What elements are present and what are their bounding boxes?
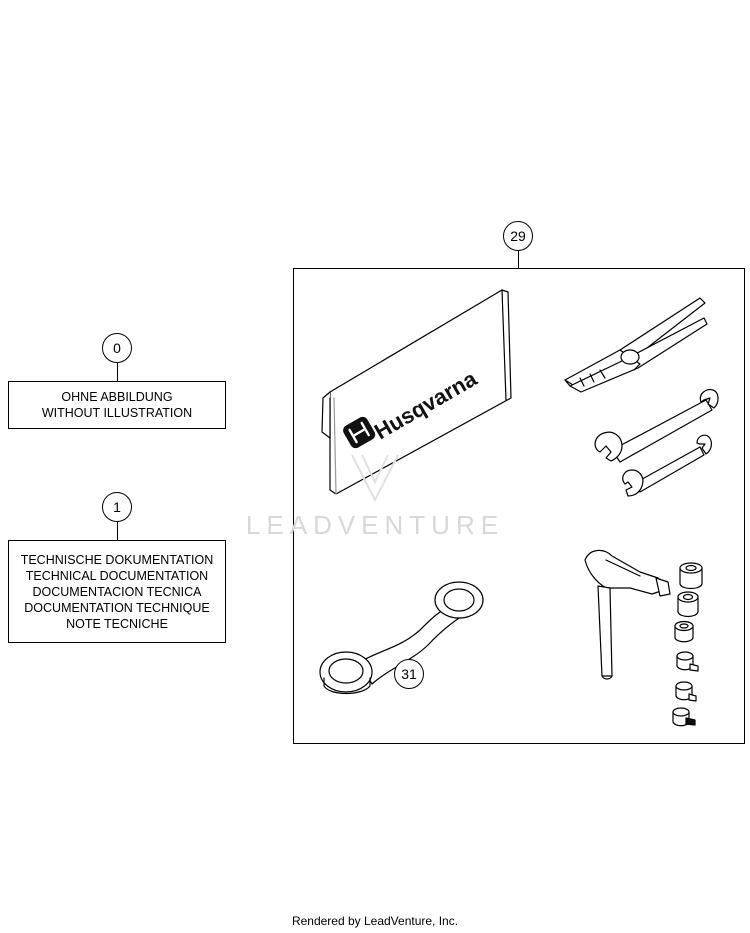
box1-line-4: DOCUMENTATION TECHNIQUE [24, 600, 210, 615]
socket-large-icon[interactable] [680, 563, 702, 589]
socket-medium-icon[interactable] [678, 592, 698, 617]
bit-3-icon[interactable] [673, 708, 695, 726]
pliers-icon[interactable] [565, 298, 707, 392]
footer-credit: Rendered by LeadVenture, Inc. [291, 914, 459, 928]
callout-1-number: 1 [113, 499, 121, 515]
socket-small-icon[interactable] [675, 622, 693, 642]
t-handle-icon[interactable] [585, 550, 670, 679]
bit-1-icon[interactable] [677, 652, 698, 671]
box0-line-1: OHNE ABBILDUNG [61, 390, 173, 404]
callout-29-number: 29 [510, 228, 526, 244]
box1-line-1: TECHNISCHE DOKUMENTATION [20, 552, 214, 567]
box1-line-2: TECHNICAL DOCUMENTATION [25, 568, 209, 583]
callout-31-number: 31 [401, 666, 417, 682]
bit-2-icon[interactable] [676, 682, 696, 701]
box0-line-2: WITHOUT ILLUSTRATION [41, 406, 193, 420]
watermark-text: LEADVENTURE [245, 510, 505, 540]
box1-line-5: NOTE TECNICHE [66, 616, 168, 631]
tool-pouch-icon[interactable] [322, 290, 511, 494]
callout-31[interactable] [394, 659, 424, 689]
callout-0-number: 0 [113, 340, 121, 356]
box1-line-3: DOCUMENTACION TECNICA [32, 584, 202, 599]
pouch-brand-text: Husqvarna [370, 365, 481, 445]
